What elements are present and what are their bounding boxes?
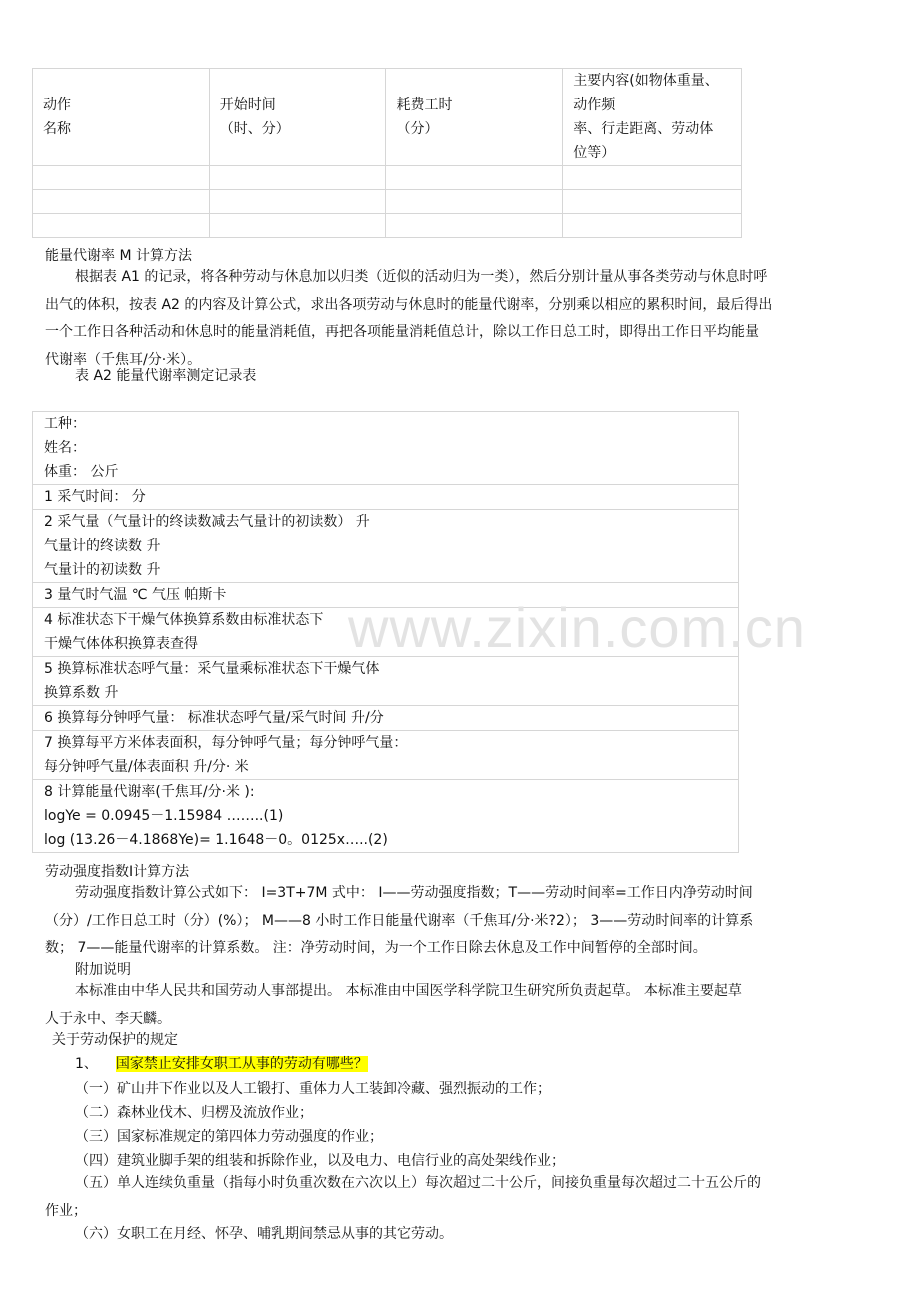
rules-item-5: （五）单人连续负重量（指每小时负重次数在六次以上）每次超过二十公斤，间接负重量每次超过二十五公斤的 作业；: [45, 1175, 761, 1219]
appendix-paragraph: 本标准由中华人民共和国劳动人事部提出。 本标准由中国医学科学院卫生研究所负责起草。 本标准主要起草 人于永中、李天麟。: [45, 983, 742, 1027]
question-number: 1、: [75, 1056, 98, 1072]
rules-item-2: （二）森林业伐木、归楞及流放作业；: [75, 1105, 313, 1121]
header-cell-action: 动作 名称: [33, 69, 210, 166]
table-cell: 5 换算标准状态呼气量：采气量乘标准状态下干燥气体 换算系数 升: [33, 657, 739, 706]
table-cell: 6 换算每分钟呼气量： 标准状态呼气量/采气时间 升/分: [33, 706, 739, 731]
intensity-index-paragraph: 劳动强度指数计算公式如下： I=3T+7M 式中： Ⅰ——劳动强度指数；T——劳动时间率=工作日内净劳动时间 （分）/工作日总工时（分）(%）； M——8 小时工作日能量代谢率（千焦耳/分·米?2）； 3——劳动时间率的计算系 数； 7——能量代谢率的计算系数。 注：净劳动时间，为一个工作日除去休息及工作中间暂停的全部时间。: [45, 885, 754, 956]
rules-question: [75, 1052, 368, 1076]
header-cell-content: 主要内容(如物体重量、 动作频 率、行走距离、劳动体 位等）: [563, 69, 742, 166]
table-cell: 4 标准状态下干燥气体换算系数由标准状态下 干燥气体体积换算表查得: [33, 608, 739, 657]
table-row: [33, 214, 742, 238]
table-row: [33, 190, 742, 214]
table-row: [33, 510, 739, 583]
table-row: [33, 780, 739, 853]
activity-record-table: [32, 68, 742, 238]
rules-item-3: （三）国家标准规定的第四体力劳动强度的作业；: [75, 1129, 383, 1145]
header-cell-start-time: 开始时间 （时、分）: [209, 69, 386, 166]
table-cell: 7 换算每平方米体表面积，每分钟呼气量；每分钟呼气量： 每分钟呼气量/体表面积 升/分· 米: [33, 731, 739, 780]
table-row: [33, 657, 739, 706]
table-cell: 8 计算能量代谢率(千焦耳/分·米 ): logYe = 0.0945－1.15984 ……..(1) log (13.26－4.1868Ye)= 1.1648－0。0125x…..(2): [33, 780, 739, 853]
table-cell: 3 量气时气温 ℃ 气压 帕斯卡: [33, 583, 739, 608]
header-cell-duration: 耗费工时 （分）: [386, 69, 563, 166]
table-cell: 工种： 姓名： 体重： 公斤: [33, 412, 739, 485]
table-row: [33, 731, 739, 780]
section-heading-metabolic-rate: 能量代谢率 M 计算方法: [45, 248, 192, 264]
table-cell: 1 采气时间： 分: [33, 485, 739, 510]
rules-item-6: （六）女职工在月经、怀孕、哺乳期间禁忌从事的其它劳动。: [75, 1226, 453, 1242]
table-header-row: [33, 69, 742, 166]
rules-heading: 关于劳动保护的规定: [52, 1032, 178, 1048]
section-heading-intensity-index: 劳动强度指数Ⅰ计算方法: [45, 864, 190, 880]
rules-item-4: （四）建筑业脚手架的组装和拆除作业，以及电力、电信行业的高处架线作业；: [75, 1153, 565, 1169]
table-row: [33, 485, 739, 510]
watermark-text: www.zixin.com.cn: [348, 596, 806, 659]
metabolic-rate-paragraph: 根据表 A1 的记录，将各种劳动与休息加以归类（近似的活动归为一类），然后分别计量从事各类劳动与休息时呼 出气的体积，按表 A2 的内容及计算公式，求出各项劳动与休息时的能量代谢率，分别乘以相应的累积时间，最后得出 一个工作日各种活动和休息时的能量消耗值，再把各项能量消耗值总计，除以工作日总工时，即得出工作日平均能量 代谢率（千焦耳/分·米）。: [45, 269, 773, 368]
table-a2-caption: 表 A2 能量代谢率测定记录表: [75, 368, 257, 384]
table-cell: 2 采气量（气量计的终读数减去气量计的初读数） 升 气量计的终读数 升 气量计的初读数 升: [33, 510, 739, 583]
table-row: [33, 412, 739, 485]
table-row: [33, 166, 742, 190]
table-row: [33, 706, 739, 731]
rules-item-1: （一）矿山井下作业以及人工锻打、重体力人工装卸冷藏、强烈振动的工作；: [75, 1081, 551, 1097]
question-highlight: 国家禁止安排女职工从事的劳动有哪些？: [115, 1056, 368, 1072]
appendix-heading: 附加说明: [75, 962, 131, 978]
